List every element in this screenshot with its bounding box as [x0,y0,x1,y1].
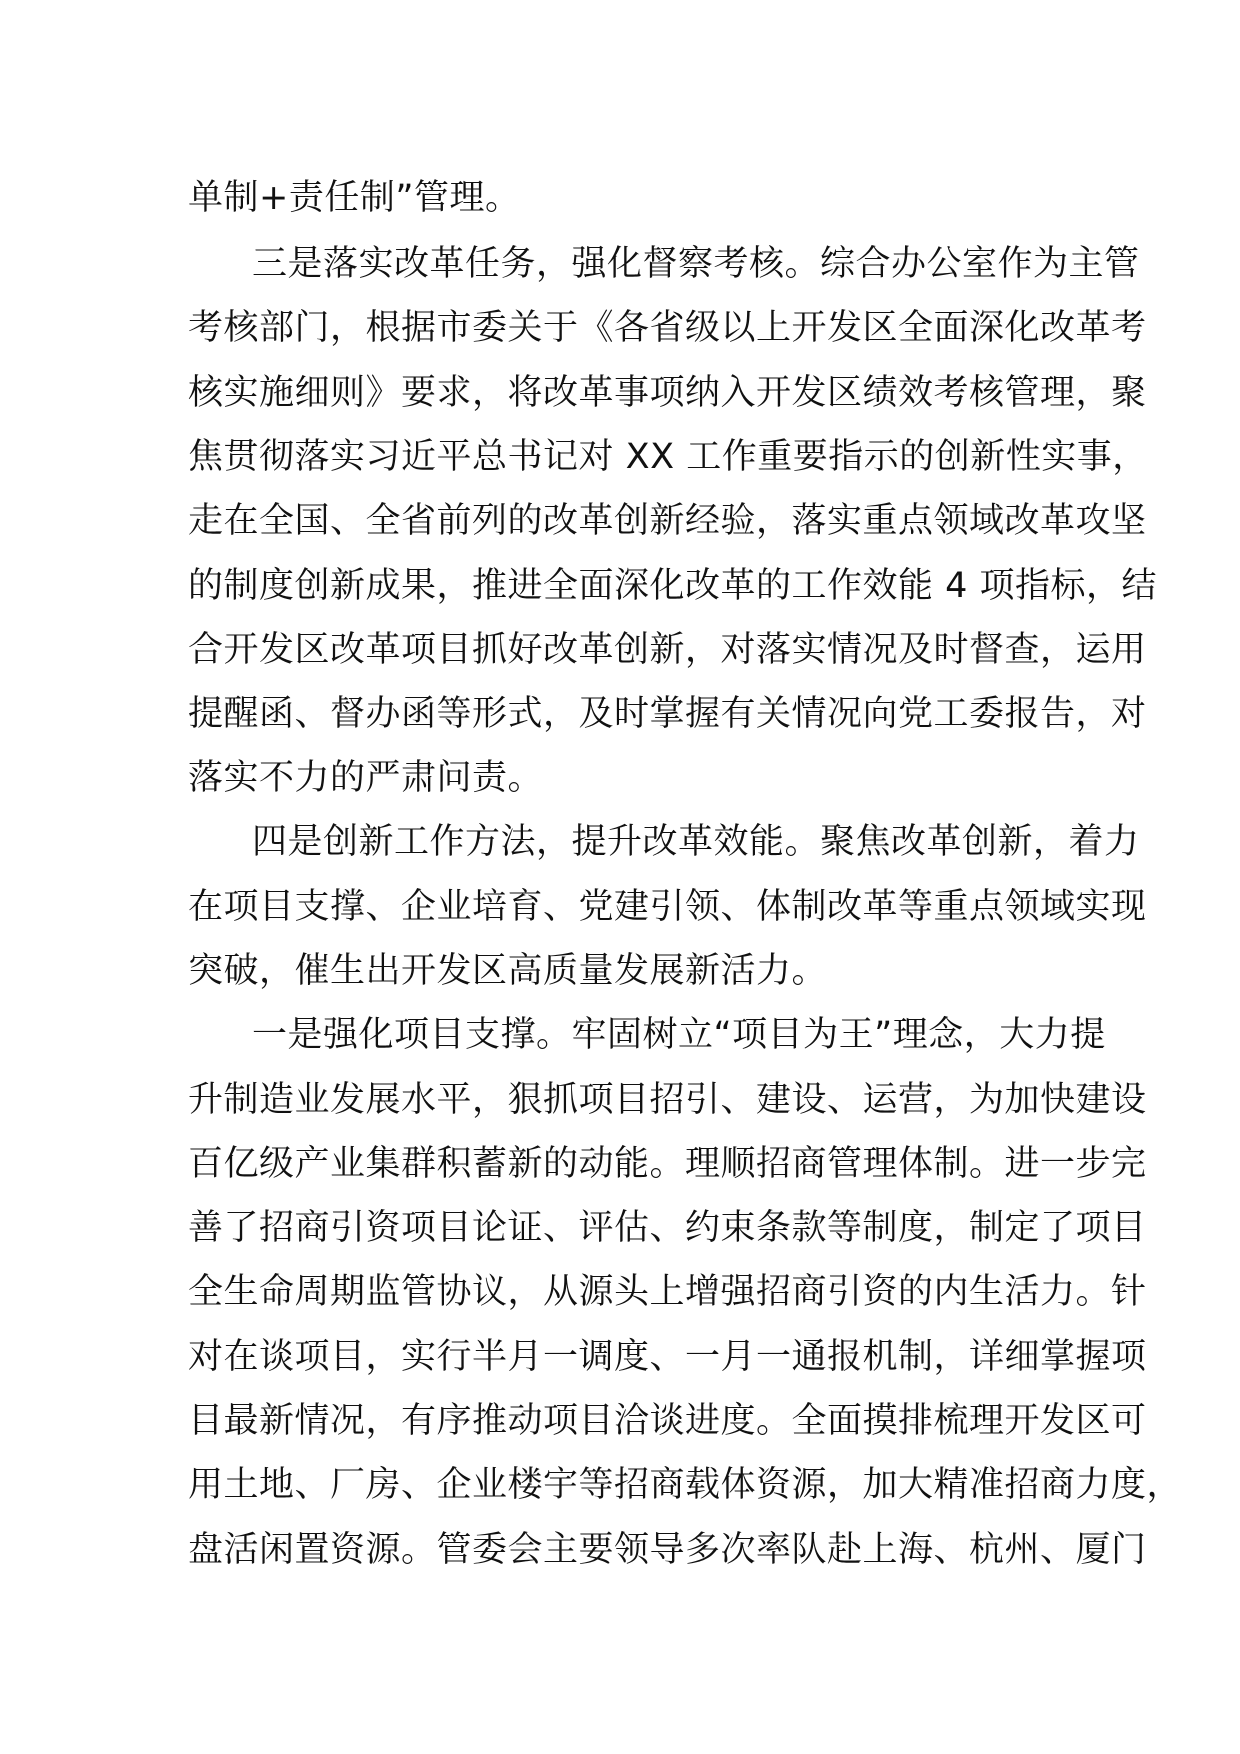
text-line: 单制+责任制”管理。 [188,178,521,218]
text-line: 考核部门，根据市委关于《各省级以上开发区全面深化改革考 [188,308,1147,348]
text-line: 善了招商引资项目论证、评估、约束条款等制度，制定了项目 [188,1208,1147,1248]
text-line: 对在谈项目，实行半月一调度、一月一通报机制，详细掌握项 [188,1337,1147,1377]
text-line: 突破，催生出开发区高质量发展新活力。 [188,951,828,991]
text-line: 升制造业发展水平，狠抓项目招引、建设、运营，为加快建设 [188,1080,1147,1120]
text-line: 百亿级产业集群积蓄新的动能。理顺招商管理体制。进一步完 [188,1144,1147,1184]
text-line: 盘活闲置资源。管委会主要领导多次率队赴上海、杭州、厦门 [188,1530,1147,1570]
paragraph-heading: 四是创新工作方法，提升改革效能。聚焦改革创新，着力 [252,822,1140,862]
text-line: 提醒函、督办函等形式，及时掌握有关情况向党工委报告，对 [188,694,1147,734]
text-line: 落实不力的严肃问责。 [188,758,544,798]
text-line: 全生命周期监管协议，从源头上增强招商引资的内生活力。针 [188,1272,1147,1312]
text-line: 目最新情况，有序推动项目洽谈进度。全面摸排梳理开发区可 [188,1401,1147,1441]
text-line: 用土地、厂房、企业楼宇等招商载体资源，加大精准招商力度， [188,1465,1183,1505]
text-line: 在项目支撑、企业培育、党建引领、体制改革等重点领域实现 [188,887,1147,927]
text-line: 合开发区改革项目抓好改革创新，对落实情况及时督查，运用 [188,630,1147,670]
paragraph-heading: 一是强化项目支撑。牢固树立“项目为王”理念，大力提 [252,1015,1106,1055]
text-line: 焦贯彻落实习近平总书记对 XX 工作重要指示的创新性实事， [188,437,1148,477]
paragraph-heading: 三是落实改革任务，强化督察考核。综合办公室作为主管 [252,244,1140,284]
text-line: 核实施细则》要求，将改革事项纳入开发区绩效考核管理，聚 [188,373,1147,413]
text-line: 的制度创新成果，推进全面深化改革的工作效能 4 项指标，结 [188,566,1158,606]
text-line: 走在全国、全省前列的改革创新经验，落实重点领域改革攻坚 [188,501,1147,541]
